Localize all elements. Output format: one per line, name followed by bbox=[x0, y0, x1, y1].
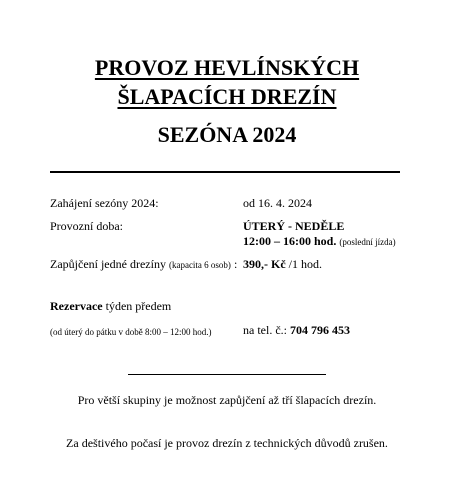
season-start-label: Zahájení sezóny 2024: bbox=[50, 196, 159, 210]
season-start-value: od 16. 4. 2024 bbox=[243, 196, 312, 210]
rental-price-line bbox=[243, 257, 322, 272]
title-line-1: PROVOZ HEVLÍNSKÝCH bbox=[94, 55, 360, 80]
season-title: SEZÓNA 2024 bbox=[157, 122, 297, 147]
reservation-rest: týden předem bbox=[102, 299, 172, 313]
top-divider bbox=[50, 171, 400, 173]
operating-time-line bbox=[243, 234, 396, 250]
group-rental-note: Pro větší skupiny je možnost zapůjčení až tří šlapacích drezín. bbox=[77, 393, 377, 407]
rental-label bbox=[50, 257, 237, 273]
bottom-divider bbox=[128, 374, 326, 375]
rental-capacity: (kapacita 6 osob) bbox=[168, 260, 231, 270]
phone-prefix: na tel. č.: bbox=[243, 323, 290, 337]
reservation-hours-note: (od úterý do pátku v době 8:00 – 12:00 hod.) bbox=[50, 327, 212, 337]
title-line-2: ŠLAPACÍCH DREZÍN bbox=[117, 84, 337, 109]
operating-time: 12:00 – 16:00 hod. bbox=[243, 234, 337, 248]
rain-note: Za deštivého počasí je provoz drezín z technických důvodů zrušen. bbox=[66, 436, 388, 450]
operating-hours-label: Provozní doba: bbox=[50, 219, 123, 233]
last-ride-note: (poslední jízda) bbox=[339, 237, 396, 247]
rental-unit: /1 hod. bbox=[285, 257, 322, 271]
rental-colon: : bbox=[230, 257, 238, 271]
reservation-phone-line bbox=[243, 323, 350, 338]
reservation-bold: Rezervace bbox=[50, 299, 103, 313]
operating-days: ÚTERÝ - NEDĚLE bbox=[243, 219, 345, 233]
rental-label-text: Zapůjčení jedné drezíny bbox=[50, 257, 166, 271]
rental-price: 390,- Kč bbox=[243, 257, 286, 271]
phone-number: 704 796 453 bbox=[289, 323, 350, 337]
reservation-label bbox=[50, 299, 171, 314]
